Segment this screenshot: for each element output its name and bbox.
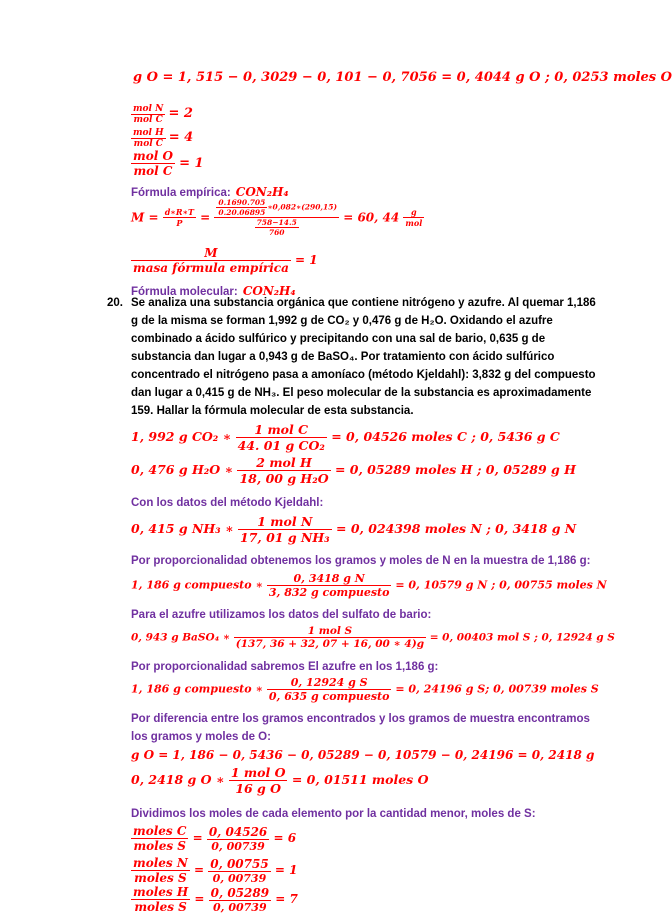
sulfur-calc: 0, 943 g BaSO₄ ∗ 1 mol S (137, 36 + 32, 07 + 16, 00 ∗ 4)g = 0, 00403 mol S ; 0, 12924 g S	[131, 625, 615, 650]
empirical-label: Fórmula empírica:	[131, 187, 231, 199]
ratio-n-c: mol N mol C = 2	[133, 104, 193, 125]
ratio-n-s: moles N moles S = $\frac{0, 00755}{0, 00739}$ = 1	[133, 856, 298, 885]
sulfur-label: Para el azufre utilizamos los datos del sulfato de bario:	[131, 609, 432, 621]
ratio-o-c: mol O mol C = 1	[133, 149, 204, 178]
sulfur-proportion-calc: 1, 186 g compuesto ∗ 0, 12924 g S 0, 635 g compuesto = 0, 24196 g S; 0, 00739 moles S	[131, 676, 599, 703]
ratio-c-s: moles C moles S = $\frac{0, 04526}{0, 00739}$ = 6	[133, 824, 297, 853]
carbon-calc: 1, 992 g CO₂ ∗ 1 mol C 44. 01 g CO₂ = 0, 04526 moles C ; 0, 5436 g C	[131, 422, 560, 453]
problem-line-2: g de la misma se forman 1,992 g de CO₂ y 0,476 g de H₂O. Oxidando el azufre	[131, 315, 553, 327]
nitrogen-calc: 0, 415 g NH₃ ∗ 1 mol N 17, 01 g NH₃ = 0, 024398 moles N ; 0, 3418 g N	[131, 514, 577, 545]
molecular-ratio: M masa fórmula empírica = 1	[133, 246, 318, 275]
molecular-formula: CON₂H₄	[242, 284, 296, 298]
oxygen-mass-equation: g O = 1, 515 − 0, 3029 − 0, 101 − 0, 7056 = 0, 4044 g O ; 0, 0253 moles O	[133, 70, 672, 85]
hydrogen-calc: 0, 476 g H₂O ∗ 2 mol H 18, 00 g H₂O = 0, 05289 moles H ; 0, 05289 g H	[131, 455, 576, 486]
oxygen-mass-equation-2: g O = 1, 186 − 0, 5436 − 0, 05289 − 0, 10579 − 0, 24196 = 0, 2418 g	[131, 748, 595, 762]
problem-line-7: 159. Hallar la fórmula molecular de esta substancia.	[131, 405, 414, 417]
difference-line-1: Por diferencia entre los gramos encontrados y los gramos de muestra encontramos	[131, 713, 590, 725]
oxygen-calc: 0, 2418 g O ∗ 1 mol O 16 g O = 0, 01511 moles O	[131, 765, 429, 796]
problem-line-5: concentrado el nitrógeno pasa a amoníaco (método Kjeldahl): 3,832 g del compuesto	[131, 369, 596, 381]
molar-mass-equation: M = $\frac{d∗R∗T}{P}$ = $\frac{0.1690.705}{0.20.06895}$ ∗0,082∗(290,15) $\frac{758-14.5}{760}$ = 60, 44 g mol	[131, 198, 423, 237]
nitrogen-proportion-calc: 1, 186 g compuesto ∗ 0, 3418 g N 3, 832 g compuesto = 0, 10579 g N ; 0, 00755 moles N	[131, 572, 607, 599]
molecular-label: Fórmula molecular:	[131, 286, 238, 298]
difference-line-2: los gramos y moles de O:	[131, 731, 271, 743]
ratio-h-c: mol H mol C = 4	[133, 128, 194, 149]
ratio-h-s: moles H moles S = $\frac{0, 05289}{0, 00739}$ = 7	[133, 885, 298, 914]
problem-number: 20.	[107, 297, 123, 309]
kjeldahl-label: Con los datos del método Kjeldahl:	[131, 497, 324, 509]
problem-line-4: substancia dan lugar a 0,943 g de BaSO₄. Por tratamiento con ácido sulfúrico	[131, 351, 555, 363]
prop-n-label: Por proporcionalidad obtenemos los gramos y moles de N en la muestra de 1,186 g:	[131, 555, 591, 567]
empirical-formula: CON₂H₄	[235, 185, 289, 199]
problem-line-6: dan lugar a 0,415 g de NH₃. El peso molecular de la substancia es aproximadamente	[131, 387, 592, 399]
problem-line-1: Se analiza una substancia orgánica que contiene nitrógeno y azufre. Al quemar 1,186	[131, 297, 596, 309]
divide-label: Dividimos los moles de cada elemento por la cantidad menor, moles de S:	[131, 808, 536, 820]
problem-line-3: combinado a ácido sulfúrico y precipitando con una sal de bario, 0,635 g de	[131, 333, 546, 345]
prop-s-label: Por proporcionalidad sabremos El azufre en los 1,186 g:	[131, 661, 439, 673]
